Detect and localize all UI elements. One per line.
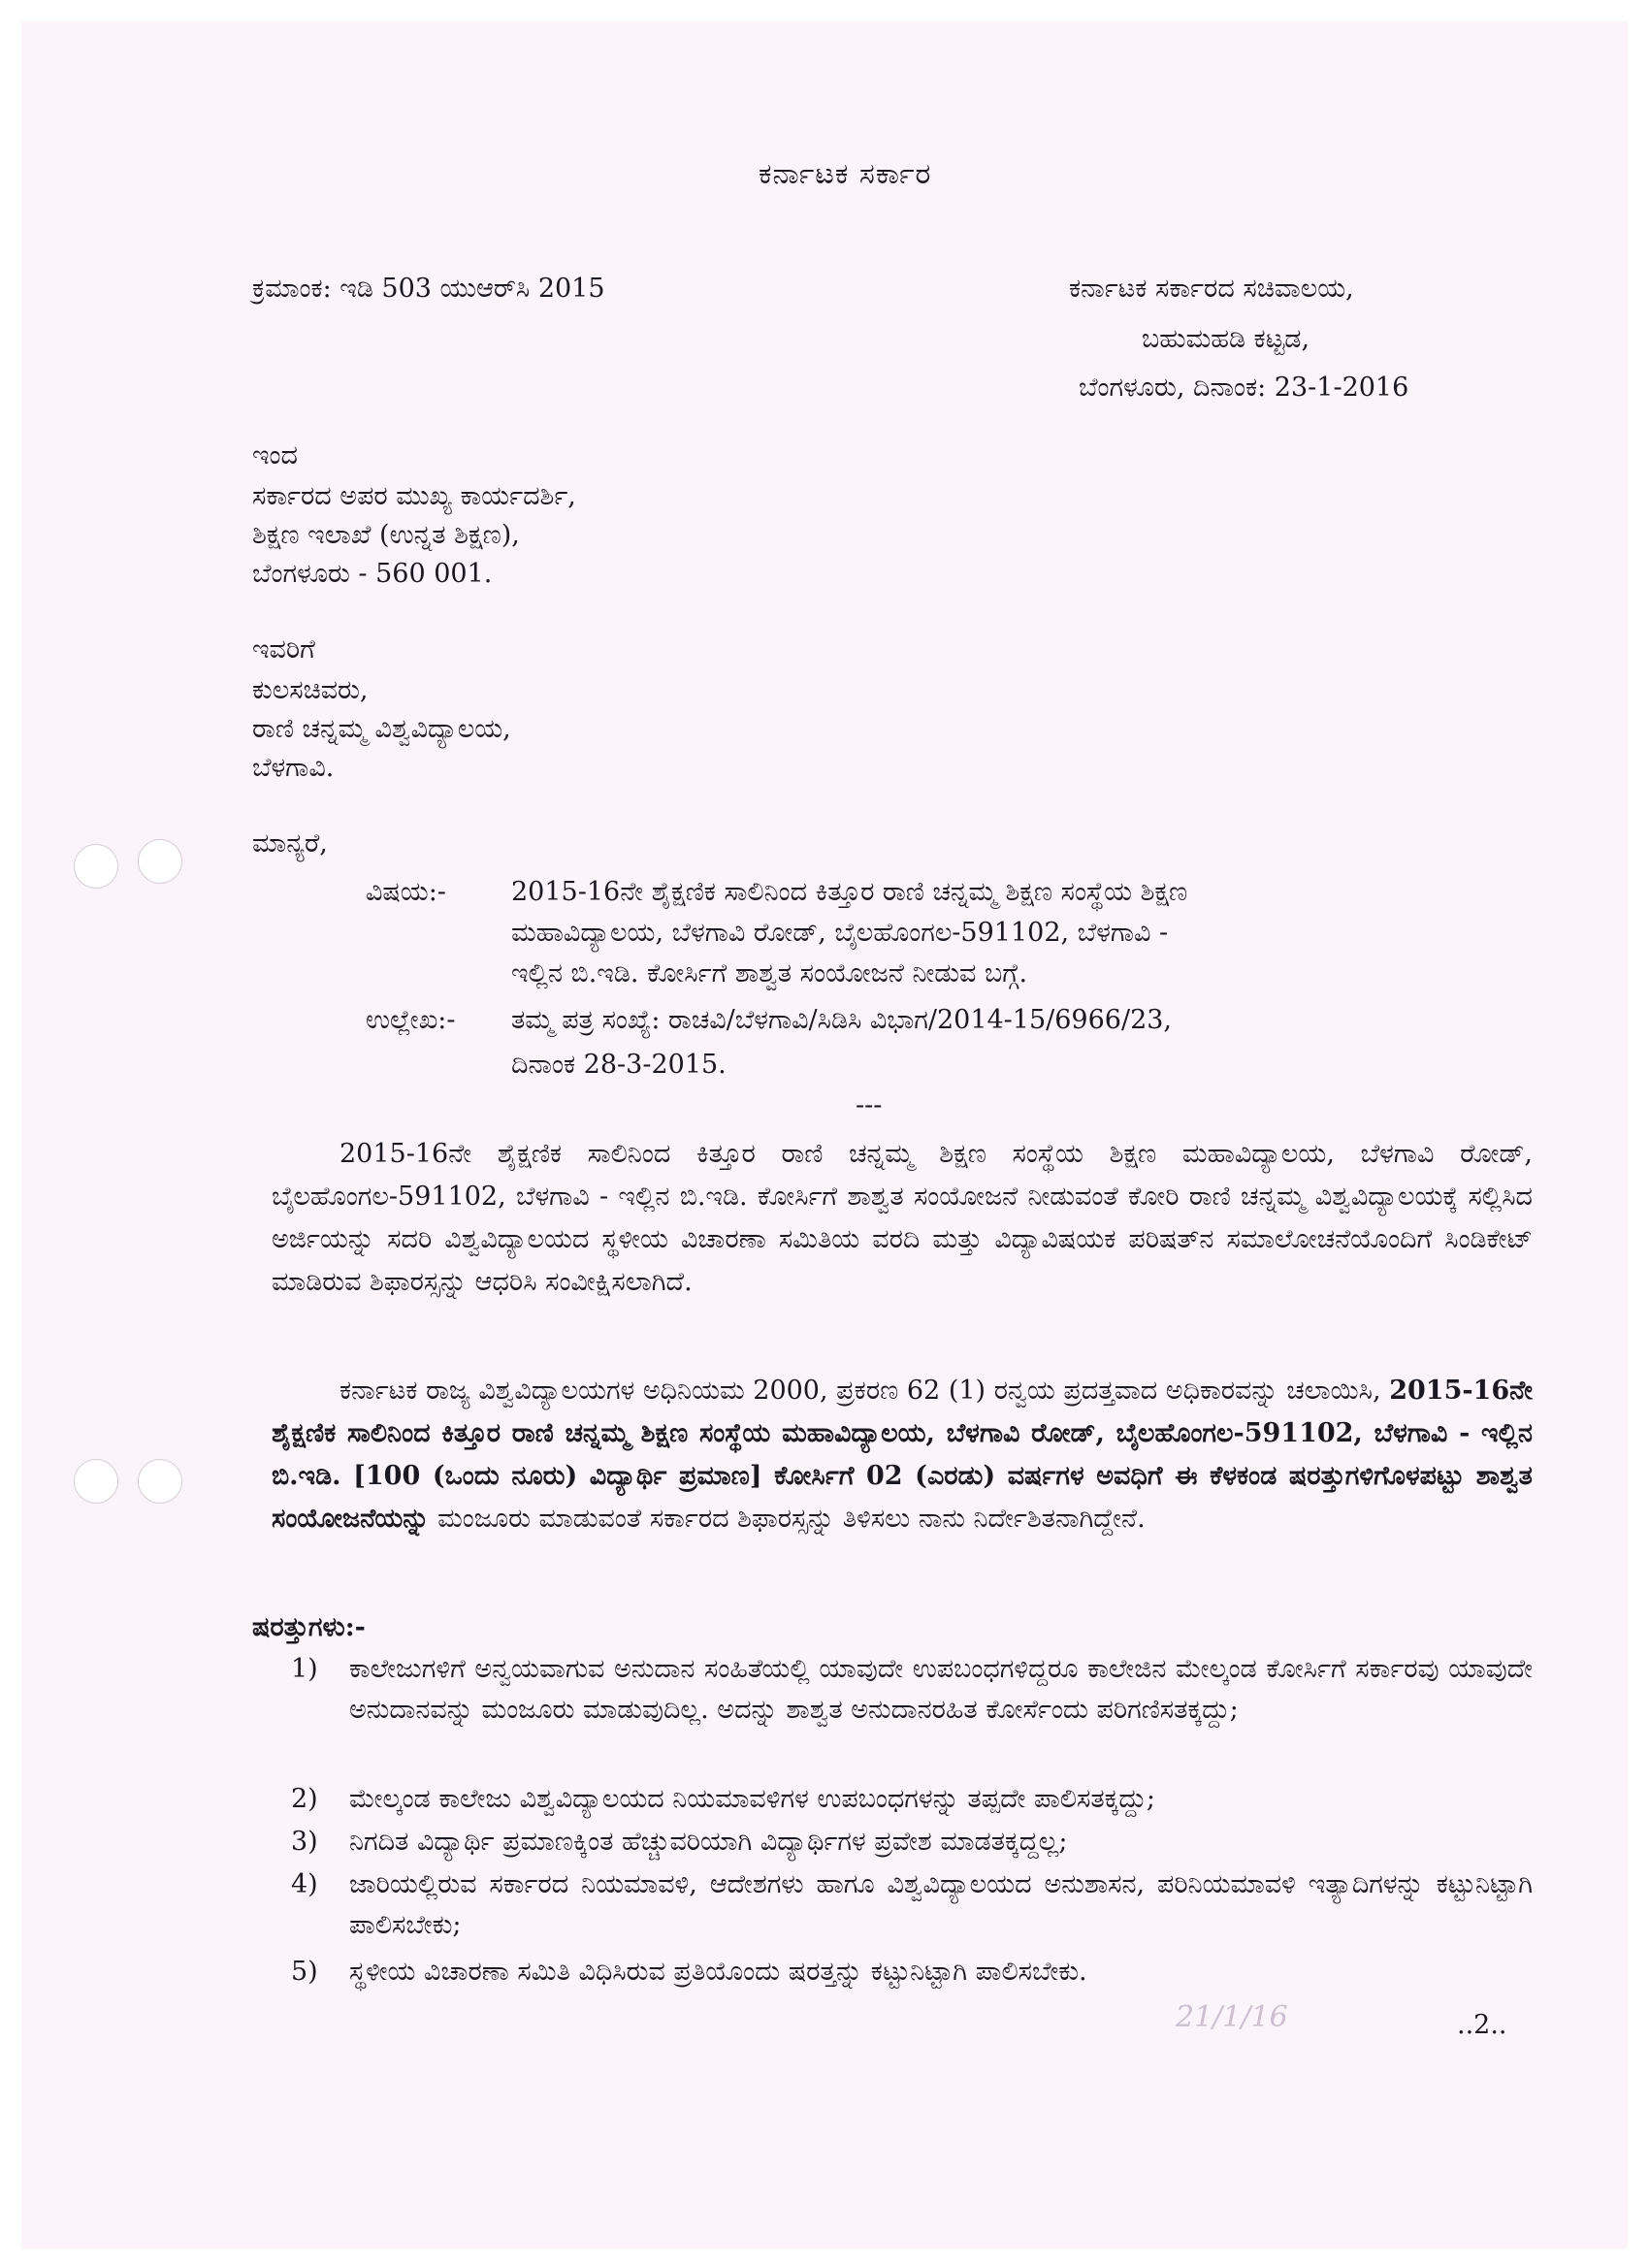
letter-title: ಕರ್ನಾಟಕ ಸರ್ಕಾರ <box>759 157 932 191</box>
to-line: ರಾಣಿ ಚನ್ನಮ್ಮ ವಿಶ್ವವಿದ್ಯಾಲಯ, <box>252 714 511 744</box>
para2-text: ಕರ್ನಾಟಕ ರಾಜ್ಯ ವಿಶ್ವವಿದ್ಯಾಲಯಗಳ ಅಧಿನಿಯಮ 2000, ಪ್ರಕರಣ 62 (1) ರನ್ವಯ ಪ್ರದತ್ತವಾದ ಅಧಿಕಾರವನ್ನು ಚಲಾಯಿಸಿ, <box>340 1376 1390 1406</box>
condition-text: ಜಾರಿಯಲ್ಲಿರುವ ಸರ್ಕಾರದ ನಿಯಮಾವಳಿ, ಆದೇಶಗಳು ಹಾಗೂ ವಿಶ್ವವಿದ್ಯಾಲಯದ ಅನುಶಾಸನ, ಪರಿನಿಯಮಾವಳಿ ಇತ್ಯಾದಿಗಳನ್ನು ಕಟ್ಟುನಿಟ್ಟಾಗಿ ಪಾಲಿಸಬೇಕು; <box>349 1869 1533 1940</box>
handwritten-note: 21/1/16 <box>1176 2000 1288 2034</box>
office-line-1: ಕರ್ನಾಟಕ ಸರ್ಕಾರದ ಸಚಿವಾಲಯ, <box>1069 274 1354 304</box>
salutation: ಮಾನ್ಯರೆ, <box>252 828 328 859</box>
condition-text: ಸ್ಥಳೀಯ ವಿಚಾರಣಾ ಸಮಿತಿ ವಿಧಿಸಿರುವ ಪ್ರತಿಯೊಂದು ಷರತ್ತನ್ನು ಕಟ್ಟುನಿಟ್ಟಾಗಿ ಪಾಲಿಸಬೇಕು. <box>349 1957 1087 1987</box>
office-date: ಬೆಂಗಳೂರು, ದಿನಾಂಕ: 23-1-2016 <box>1079 373 1409 403</box>
condition-number: 2) <box>291 1784 318 1814</box>
reference-number: ಕ್ರಮಾಂಕ: ಇಡಿ 503 ಯುಆರ್‌ಸಿ 2015 <box>252 274 605 304</box>
subject-line: 2015-16ನೇ ಶೈಕ್ಷಣಿಕ ಸಾಲಿನಿಂದ ಕಿತ್ತೂರ ರಾಣಿ ಚನ್ನಮ್ಮ ಶಿಕ್ಷಣ ಸಂಸ್ಥೆಯ ಶಿಕ್ಷಣ <box>511 877 1188 907</box>
condition-number: 5) <box>291 1957 318 1987</box>
conditions-heading: ಷರತ್ತುಗಳು:- <box>252 1612 366 1642</box>
reference-label: ಉಲ್ಲೇಖ:- <box>366 1005 456 1035</box>
from-line: ಸರ್ಕಾರದ ಅಪರ ಮುಖ್ಯ ಕಾರ್ಯದರ್ಶಿ, <box>252 481 576 511</box>
condition-number: 4) <box>291 1869 318 1899</box>
body-paragraph-1: 2015-16ನೇ ಶೈಕ್ಷಣಿಕ ಸಾಲಿನಿಂದ ಕಿತ್ತೂರ ರಾಣಿ ಚನ್ನಮ್ಮ ಶಿಕ್ಷಣ ಸಂಸ್ಥೆಯ ಶಿಕ್ಷಣ ಮಹಾವಿದ್ಯಾಲಯ, ಬೆಳಗಾವಿ ರೋಡ್, ಬೈಲಹೊಂಗಲ-591102, ಬೆಳಗಾವಿ - ಇಲ್ಲಿನ ಬಿ.ಇಡಿ. ಕೋರ್ಸಿಗೆ ಶಾಶ್ವತ ಸಂಯೋಜನೆ ನೀಡುವಂತೆ ಕೋರಿ ರಾಣಿ ಚನ್ನಮ್ಮ ವಿಶ್ವವಿದ್ಯಾಲಯಕ್ಕೆ ಸಲ್ಲಿಸಿದ ಅರ್ಜಿಯನ್ನು ಸದರಿ ವಿಶ್ವವಿದ್ಯಾಲಯದ ಸ್ಥಳೀಯ ವಿಚಾರಣಾ ಸಮಿತಿಯ ವರದಿ ಮತ್ತು ವಿದ್ಯಾವಿಷಯಕ ಪರಿಷತ್‌ನ ಸಮಾಲೋಚನೆಯೊಂದಿಗೆ ಸಿಂಡಿಕೇಟ್ ಮಾಡಿರುವ ಶಿಫಾರಸ್ಸನ್ನು ಆಧರಿಸಿ ಸಂವೀಕ್ಷಿಸಲಾಗಿದೆ. <box>272 1139 1534 1297</box>
office-line-2: ಬಹುಮಹಡಿ ಕಟ್ಟಡ, <box>1142 324 1310 354</box>
to-line: ಬೆಳಗಾವಿ. <box>252 753 335 783</box>
body-paragraph-2 <box>272 1370 1533 1540</box>
subject-line: ಮಹಾವಿದ್ಯಾಲಯ, ಬೆಳಗಾವಿ ರೋಡ್, ಬೈಲಹೊಂಗಲ-591102, ಬೆಳಗಾವಿ - <box>511 918 1169 948</box>
reference-line: ದಿನಾಂಕ 28-3-2015. <box>511 1050 727 1080</box>
subject-line: ಇಲ್ಲಿನ ಬಿ.ಇಡಿ. ಕೋರ್ಸಿಗೆ ಶಾಶ್ವತ ಸಂಯೋಜನೆ ನೀಡುವ ಬಗ್ಗೆ. <box>511 958 1028 988</box>
condition-text: ನಿಗದಿತ ವಿದ್ಯಾರ್ಥಿ ಪ್ರಮಾಣಕ್ಕಿಂತ ಹೆಚ್ಚುವರಿಯಾಗಿ ವಿದ್ಯಾರ್ಥಿಗಳ ಪ್ರವೇಶ ಮಾಡತಕ್ಕದ್ದಲ್ಲ; <box>349 1827 1068 1857</box>
letter-page <box>21 21 1628 2249</box>
condition-item <box>272 1649 1533 1771</box>
reference-line: ತಮ್ಮ ಪತ್ರ ಸಂಖ್ಯೆ: ರಾಚವಿ/ಬೆಳಗಾವಿ/ಸಿಡಿಸಿ ವಿಭಾಗ/2014-15/6966/23, <box>511 1005 1173 1035</box>
from-line: ಬೆಂಗಳೂರು - 560 001. <box>252 559 493 589</box>
condition-item <box>272 1864 1533 1946</box>
punch-hole-icon <box>74 1459 118 1504</box>
condition-text: ಮೇಲ್ಕಂಡ ಕಾಲೇಜು ವಿಶ್ವವಿದ್ಯಾಲಯದ ನಿಯಮಾವಳಿಗಳ ಉಪಬಂಧಗಳನ್ನು ತಪ್ಪದೇ ಪಾಲಿಸತಕ್ಕದ್ದು; <box>349 1784 1155 1814</box>
punch-hole-icon <box>138 1459 182 1504</box>
condition-number: 1) <box>291 1654 318 1684</box>
condition-number: 3) <box>291 1827 318 1857</box>
punch-hole-icon <box>138 839 182 884</box>
separator: --- <box>856 1090 883 1120</box>
condition-text: ಕಾಲೇಜುಗಳಿಗೆ ಅನ್ವಯವಾಗುವ ಅನುದಾನ ಸಂಹಿತೆಯಲ್ಲಿ ಯಾವುದೇ ಉಪಬಂಧಗಳಿದ್ದರೂ ಕಾಲೇಜಿನ ಮೇಲ್ಕಂಡ ಕೋರ್ಸಿಗೆ ಸರ್ಕಾರವು ಯಾವುದೇ ಅನುದಾನವನ್ನು ಮಂಜೂರು ಮಾಡುವುದಿಲ್ಲ. ಅದನ್ನು ಶಾಶ್ವತ ಅನುದಾನರಹಿತ ಕೋರ್ಸೆಂದು ಪರಿಗಣಿಸತಕ್ಕದ್ದು; <box>349 1654 1533 1725</box>
para2-bold-text: 2015-16ನೇ ಶೈಕ್ಷಣಿಕ ಸಾಲಿನಿಂದ ಕಿತ್ತೂರ ರಾಣಿ ಚನ್ನಮ್ಮ ಶಿಕ್ಷಣ ಸಂಸ್ಥೆಯ ಮಹಾವಿದ್ಯಾಲಯ, ಬೆಳಗಾವಿ ರೋಡ್, ಬೈಲಹೊಂಗಲ-591102, ಬೆಳಗಾವಿ - ಇಲ್ಲಿನ ಬಿ.ಇಡಿ. [100 (ಒಂದು ನೂರು) ವಿದ್ಯಾರ್ಥಿ ಪ್ರಮಾಣ] ಕೋರ್ಸಿಗೆ 02 (ಎರಡು) ವರ್ಷಗಳ ಅವಧಿಗೆ ಈ ಕೆಳಕಂಡ ಷರತ್ತುಗಳಿಗೊಳಪಟ್ಟು ಶಾಶ್ವತ ಸಂಯೋಜನೆಯನ್ನು <box>272 1376 1533 1534</box>
subject-label: ವಿಷಯ:- <box>366 877 446 907</box>
to-label: ಇವರಿಗೆ <box>252 634 315 664</box>
punch-hole-icon <box>74 844 118 889</box>
page-marker: ..2.. <box>1457 2010 1507 2040</box>
from-label: ಇಂದ <box>252 440 298 470</box>
to-line: ಕುಲಸಚಿವರು, <box>252 675 369 705</box>
para2-text-end: ಮಂಜೂರು ಮಾಡುವಂತೆ ಸರ್ಕಾರದ ಶಿಫಾರಸ್ಸನ್ನು ತಿಳಿಸಲು ನಾನು ನಿರ್ದೇಶಿತನಾಗಿದ್ದೇನೆ. <box>429 1504 1146 1534</box>
from-line: ಶಿಕ್ಷಣ ಇಲಾಖೆ (ಉನ್ನತ ಶಿಕ್ಷಣ), <box>252 520 520 550</box>
